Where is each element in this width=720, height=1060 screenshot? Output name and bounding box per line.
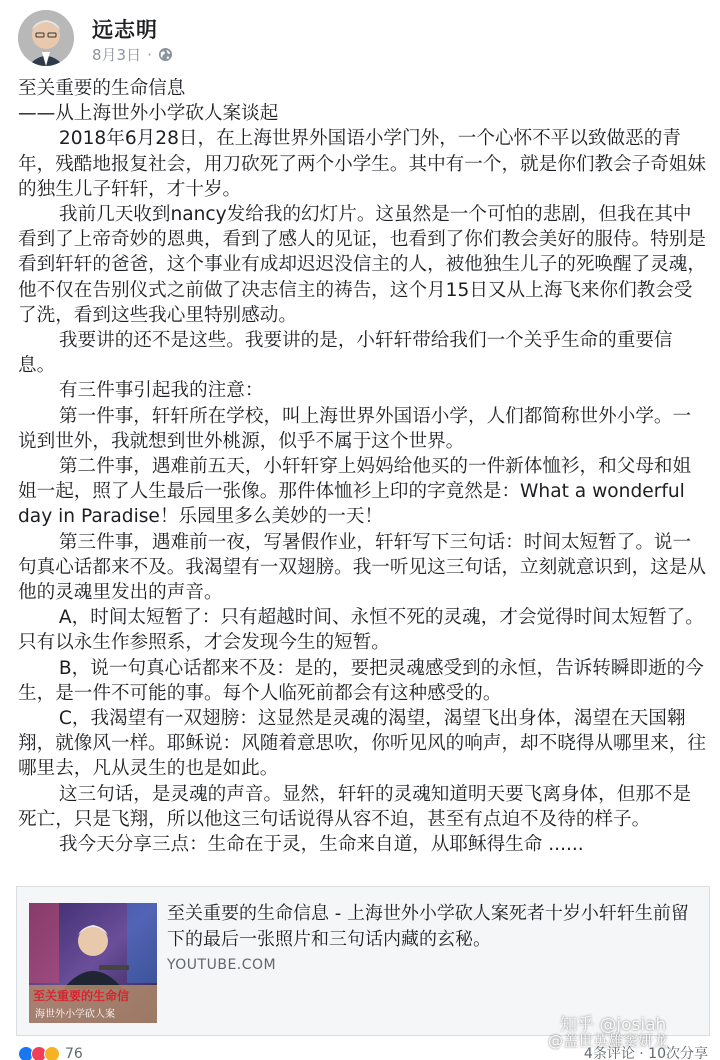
post-paragraph: 我要讲的还不是这些。我要讲的是，小轩轩带给我们一个关乎生命的重要信息。 — [18, 330, 673, 377]
meta-separator: · — [147, 45, 152, 64]
globe-icon — [158, 47, 173, 62]
post-paragraph: 这三句话，是灵魂的声音。显然，轩轩的灵魂知道明天要飞离身体，但那不是死亡，只是飞翔，所以他这三句话说得从容不迫，甚至有点迫不及待的样子。 — [18, 783, 692, 830]
video-thumbnail[interactable] — [29, 903, 157, 1023]
post-title: 至关重要的生命信息 — [18, 78, 186, 99]
post-meta — [92, 44, 173, 65]
post-paragraph: A，时间太短暂了：只有超越时间、永恒不死的灵魂，才会觉得时间太短暂了。只有以永生作参照系，才会发现今生的短暂。 — [18, 607, 704, 654]
thumbnail-caption-top: 至关重要的生命信 — [33, 989, 130, 1003]
post-paragraph: 第一件事，轩轩所在学校，叫上海世界外国语小学，人们都简称世外小学。一说到世外，我就想到世外桃源，似乎不属于这个世界。 — [18, 405, 692, 452]
reaction-count[interactable]: 76 — [65, 1046, 83, 1060]
post-paragraph: 第三件事，遇难前一夜，写暑假作业，轩轩写下三句话：时间太短暂了。说一句真心话都来不及。我渴望有一双翅膀。我一听见这三句话，立刻就意识到，这是从他的灵魂里发出的声音。 — [18, 531, 706, 604]
comments-shares-count[interactable]: 4条评论 · 10次分享 — [583, 1046, 708, 1060]
watermark-weibo: @盖世英雄窦妍龙 — [548, 1032, 669, 1050]
thumbnail-caption-bottom: 海世外小学砍人案 — [35, 1009, 115, 1020]
post-header — [18, 10, 698, 70]
post-paragraph: 2018年6月28日，在上海世界外国语小学门外，一个心怀不平以致做恶的青年，残酷地报复社会，用刀砍死了两个小学生。其中有一个，就是你们教会子奇姐妹的独生儿子轩轩，才十岁。 — [18, 128, 706, 200]
post-date[interactable]: 8月3日 — [92, 46, 142, 64]
post-paragraph: 有三件事引起我的注意： — [58, 380, 264, 402]
post-paragraph: B，说一句真心话都来不及：是的，要把灵魂感受到的永恒，告诉转瞬即逝的今生，是一件不可能的事。每个人临死前都会有这种感受的。 — [18, 657, 704, 704]
post-paragraph: C，我渴望有一双翅膀：这显然是灵魂的渴望，渴望飞出身体，渴望在天国翱翔，就像风一样。耶稣说：风随着意思吹，你听见风的响声，却不晓得从哪里来，往哪里去，凡从灵生的也是如此。 — [18, 708, 706, 780]
link-domain: YOUTUBE.COM — [167, 957, 277, 973]
post-paragraph: 第二件事，遇难前五天，小轩轩穿上妈妈给他买的一件新体恤衫，和父母和姐姐一起，照了人生最后一张像。那件体恤衫上印的字竟然是：What a wonderful day in Paradise！乐园里多么美妙的一天！ — [18, 456, 692, 528]
link-title[interactable]: 至关重要的生命信息 - 上海世外小学砍人案死者十岁小轩轩生前留下的最后一张照片和三句话内藏的玄秘。 — [167, 903, 689, 950]
author-avatar[interactable] — [18, 10, 74, 66]
post-body — [18, 76, 708, 857]
thumbnail-image — [29, 903, 157, 1023]
watermark-zhihu: 知乎 @josiah — [560, 1015, 667, 1035]
post-paragraph: 我前几天收到nancy发给我的幻灯片。这虽然是一个可怕的悲剧，但我在其中看到了上帝奇妙的恩典，看到了感人的见证，也看到了你们教会美好的服侍。特别是看到轩轩的爸爸，这个事业有成却迟迟没信主的人，被他独生儿子的死唤醒了灵魂，他不仅在告别仪式之前做了决志信主的祷告，这个月15日又从上海飞来你们教会受了洗，看到这些我心里特别感动。 — [18, 204, 706, 326]
avatar-image — [18, 10, 74, 66]
post-paragraph: 我今天分享三点：生命在于灵，生命来自道，从耶稣得生命 ...... — [58, 834, 584, 856]
post-subtitle: ——从上海世外小学砍人案谈起 — [18, 103, 279, 125]
author-name[interactable]: 远志明 — [92, 18, 158, 42]
